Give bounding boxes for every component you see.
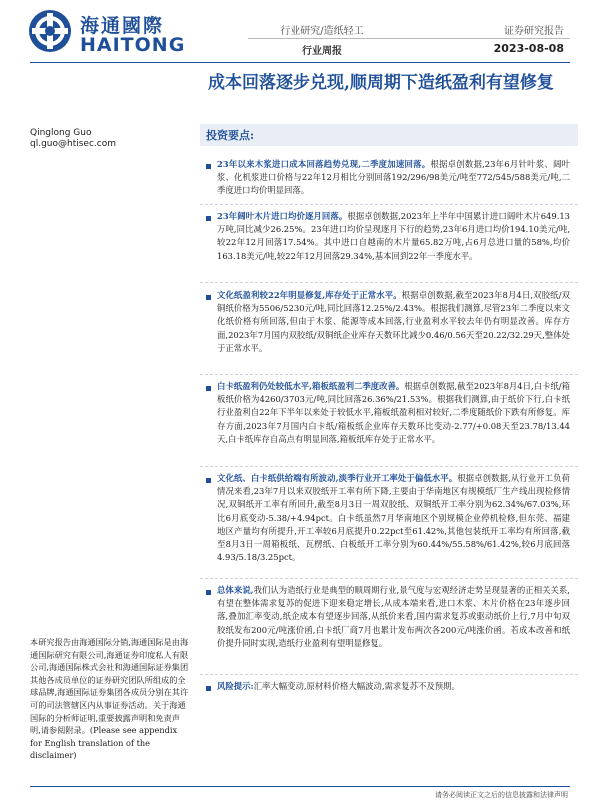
key-point-5 [206,472,570,564]
report-type: 行业周报 [302,46,342,57]
key-point-highlight: 文化纸盈利较22年明显修复,库存处于正常水平。 [217,290,402,300]
section-divider [200,282,578,283]
key-point-highlight: 23年阔叶木片进口均价逐月回落。 [217,211,348,221]
key-points-bar [200,124,578,146]
section-divider [200,374,578,375]
report-title: 成本回落逐步兑现,顺周期下造纸盈利有望修复 [208,73,554,93]
key-point-1 [206,158,570,198]
section-divider [200,466,578,467]
key-point-3 [206,289,570,355]
key-points-heading: 投资要点: [206,129,255,142]
key-point-highlight: 23年以来木浆进口成本回落趋势兑现,二季度加速回落。 [217,159,431,169]
key-point-highlight: 白卡纸盈利仍处较低水平,箱板纸盈利二季度改善。 [217,381,405,391]
section-divider [200,674,578,675]
report-header [0,0,600,66]
section-divider [200,578,578,579]
key-point-7 [206,680,570,693]
key-point-text: 汇率大幅变动,原材料价格大幅波动,需求复苏不及预期。 [253,681,460,691]
header-rule [30,62,570,63]
key-point-highlight: 总体来说, [217,585,254,595]
footer-rule [30,786,570,787]
key-point-text: 根据卓创数据,从行业开工负荷情况来看,23年7月以来双胶纸开工率有所下降,主要由于华南地区有规模纸厂生产线出现检修情况,双铜纸开工率有所回升,截至8月3日一周双胶纸、双铜纸开工率分别为62.34%/67.03%,环比6月底变动-5.38/+4.94pct。白卡纸虽然7月华南地区个别规模企业停机检修,但东莞、福建地区产量均有所提升,开工率较6月底提升0.22pct至61.42%,其他包装纸开工率均有所回落,截至8月3日一周箱板纸、瓦楞纸、白板纸开工率分别为60.44%/55.58%/61.42%,较6月底回落4.93/5.18/3.25pct。 [217,473,570,563]
key-point-text: 根据卓创数据,2023年上半年中国累计进口阔叶木片649.13万吨,同比减少26.25%。23年进口均价呈现逐月下行的趋势,23年6月进口均价194.10美元/吨,较22年12月回落17.54%。其中进口自越南的木片量65.82万吨,占6月总进口量的58%,均价163.18美元/吨,较22年12月回落29.34%,基本回到22年一季度水平。 [217,211,571,261]
author-email[interactable]: ql.guo@htisec.com [30,139,116,149]
haitong-logo [28,9,218,57]
key-point-text: 根据卓创数据,截至2023年8月4日,白卡纸/箱板纸价格为4260/3703元/吨,同比回落26.36%/21.53%。根据我们测算,由于纸价下行,白卡纸行业盈利自22年下半年以来处于较低水平,箱板纸盈利相对较好,二季度随纸价下跌有所修复。库存方面,2023年7月国内白卡纸/箱板纸企业库存天数环比变动-2.77/+0.08天至23.78/13.44天,白卡纸库存自高点有明显回落,箱板纸库存处于正常水平。 [217,381,570,444]
header-divider [248,38,570,39]
logo-english-name: HAITONG [80,34,186,56]
key-point-text: 根据卓创数据,23年6月针叶浆、阔叶浆、化机浆进口价格与22年12月相比分别回落192/296/98美元/吨至772/545/588美元/吨,二季度进口均价明显回落。 [217,159,570,196]
key-point-highlight: 文化纸、白卡纸供给端有所波动,淡季行业开工率处于偏低水平。 [217,473,458,483]
disclaimer-note: 本研究报告由海通国际分销,海通国际是由海通国际研究有限公司,海通证券印度私人有限公司,海通国际株式会社和海通国际证券集团其他各成员单位的证券研究团队所组成的全球品牌,海通国际证券集团各成员分别在其许可的司法管辖区内从事证券活动。关于海通国际的分析师证明,重要披露声明和免责声明,请参阅附录。(Please see appendix for English translation of the disclaimer) [30,637,189,761]
key-point-text: 根据卓创数据,截至2023年8月4日,双胶纸/双铜纸价格为5506/5230元/吨,同比回落12.25%/2.43%。根据我们测算,尽管23年二季度以来文化纸价格有所回落,但由于木浆、能源等成本回落,行业盈利水平较去年仍有明显改善。库存方面,2023年7月国内双胶纸/双铜纸企业库存天数环比减少0.46/0.56天至20.22/32.29天,整体处于正常水平。 [217,290,570,353]
author-name: Qinglong Guo [30,128,92,138]
footer-note: 请务必阅读正文之后的信息披露和法律声明 [435,791,568,799]
key-point-highlight: 风险提示: [217,681,254,691]
haitong-logo-icon [28,9,72,53]
report-category: 行业研究/造纸轻工 [280,26,364,37]
logo-chinese-name: 海通國際 [80,15,165,37]
report-label: 证券研究报告 [504,26,564,37]
key-point-2 [206,210,570,263]
report-date: 2023-08-08 [493,42,564,55]
key-point-text: 我们认为造纸行业是典型的顺周期行业,景气度与宏观经济走势呈现显著的正相关关系,有望在整体需求复苏的促进下迎来稳定增长,从成本端来看,进口木浆、木片价格在23年逐步回落,叠加汇率变动,纸企成本有望逐步回落,从纸价来看,国内需求复苏或驱动纸价上行,7月中旬双胶纸发布200元/吨涨价函,白卡纸厂商7月也累计发布两次各200元/吨涨价函。若成本改善和纸价提升同时实现,造纸行业盈利有望明显修复。 [217,585,570,648]
key-point-4 [206,380,570,446]
section-divider [200,204,578,205]
key-point-6 [206,584,570,650]
